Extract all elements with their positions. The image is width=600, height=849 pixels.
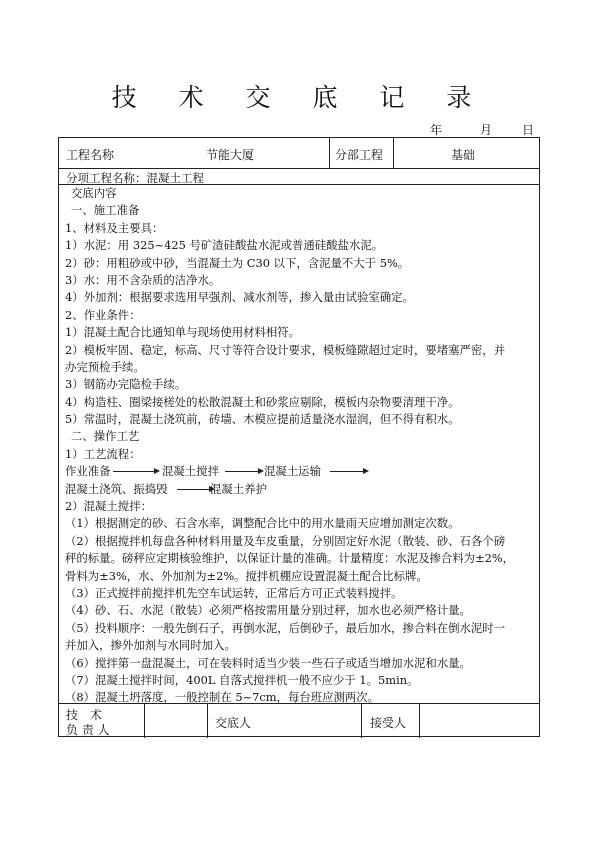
arrow-right-icon	[330, 471, 364, 472]
content-line: 1）工艺流程：	[65, 446, 141, 461]
tech-lead-label-line1: 技 术	[66, 708, 103, 722]
content-line: 骨料为±3%，水、外加剂为±2%。搅拌机棚应设置混凝土配合比标牌。	[65, 568, 428, 583]
date-day: 日	[522, 123, 535, 137]
content-line: 2）模板牢固、稳定，标高、尺寸等符合设计要求，模板缝隙超过定时，要堵塞严密，并	[65, 342, 506, 357]
process-flow-row-2	[65, 481, 537, 498]
content-line: 2、作业条件：	[65, 307, 141, 322]
receiver-label: 接受人	[370, 716, 407, 730]
tech-lead-label-line2: 负 责 人	[66, 723, 110, 737]
project-name-value: 节能大厦	[206, 148, 255, 162]
flow-step: 混凝土运输	[264, 464, 321, 479]
record-table	[58, 137, 540, 737]
content-line: 4）构造柱、圈梁接槎处的松散混凝土和砂浆应剔除，模板内杂物要清理干净。	[65, 394, 460, 409]
flow-step: 混凝土浇筑、振捣毁	[65, 481, 168, 496]
content-line: 2）砂：用粗砂或中砂，当混凝土为 C30 以下，含泥量不大于 5%。	[65, 255, 410, 270]
content-line: 4）外加剂：根据要求选用早强剂、减水剂等，掺入量由试验室确定。	[65, 290, 414, 305]
subitem-name: 分项工程名称：混凝土工程	[66, 171, 204, 185]
content-line: （8）混凝土坍落度，一般控制在 5~7cm，每台班应测两次。	[65, 690, 380, 705]
content-line: 并加入，掺外加剂与水同时加入。	[65, 638, 236, 653]
document-title: 技 术 交 底 记 录	[111, 83, 489, 112]
handover-content	[65, 185, 537, 707]
date-month: 月	[480, 123, 493, 137]
content-line: 一、施工准备	[71, 203, 140, 218]
content-line: 3）水：用不含杂质的洁净水。	[65, 272, 221, 287]
content-line: （6）搅拌第一盘混凝土，可在装料时适当少装一些石子或适当增加水泥和水量。	[65, 655, 471, 670]
division-label: 分部工程	[335, 148, 384, 162]
handover-person-label: 交底人	[215, 716, 252, 730]
col-divider	[207, 703, 208, 738]
col-divider	[419, 703, 420, 738]
project-name-label: 工程名称	[66, 148, 115, 162]
content-line: 秤的标量。磅秤应定期核验维护，以保证计量的准确。计量精度：水泥及掺合料为±2%，	[65, 551, 515, 566]
content-line: （7）混凝土搅拌时间，400L 自落式搅拌机一般不应少于 1。5min。	[65, 672, 419, 687]
content-line: 1）水泥：用 325~425 号矿渣硅酸盐水泥或普通硅酸盐水泥。	[65, 238, 384, 253]
content-line: 3）钢筋办完隐检手续。	[65, 377, 187, 392]
content-line: 1、材料及主要具：	[65, 220, 164, 235]
content-heading: 交底内容	[71, 186, 117, 200]
arrow-right-icon	[113, 471, 155, 472]
col-divider	[329, 138, 330, 168]
arrow-right-icon	[177, 489, 210, 490]
content-line: 办完预检手续。	[65, 359, 145, 374]
content-line: （1）根据测定的砂、石含水率，调整配合比中的用水量雨天应增加测定次数。	[65, 516, 460, 531]
division-value: 基础	[451, 148, 476, 162]
content-line: （5）投料顺序：一般先倒石子，再倒水泥，后倒砂子，最后加水，掺合料在倒水泥时一	[65, 620, 506, 635]
process-flow-row-1	[65, 463, 537, 480]
content-line: 5）常温时，混凝土浇筑前，砖墙、木模应提前适量浇水湿润，但不得有积水。	[65, 412, 460, 427]
content-line: 2）混凝土搅拌：	[65, 499, 152, 514]
col-divider	[361, 703, 362, 738]
row-divider	[59, 168, 539, 169]
content-line: （2）根据搅拌机每盘各种材料用量及车皮重量，分别固定好水泥（散装、砂、石各个磅	[65, 533, 506, 548]
col-divider	[144, 703, 145, 738]
content-line: 二、操作工艺	[71, 429, 140, 444]
flow-step: 作业准备	[65, 464, 111, 479]
flow-step: 混凝土搅拌	[162, 464, 219, 479]
col-divider	[393, 138, 394, 168]
content-line: 1）混凝土配合比通知单与现场使用材料相符。	[65, 325, 301, 340]
date-year: 年	[430, 123, 443, 137]
arrow-right-icon	[225, 471, 259, 472]
flow-step: 混凝土养护	[210, 481, 267, 496]
content-line: （4）砂、石、水泥（散装）必须严格按需用量分别过秤，加水也必须严格计量。	[65, 603, 471, 618]
content-line: （3）正式搅拌前搅拌机先空车试运转，正常后方可正式装料搅拌。	[65, 585, 403, 600]
